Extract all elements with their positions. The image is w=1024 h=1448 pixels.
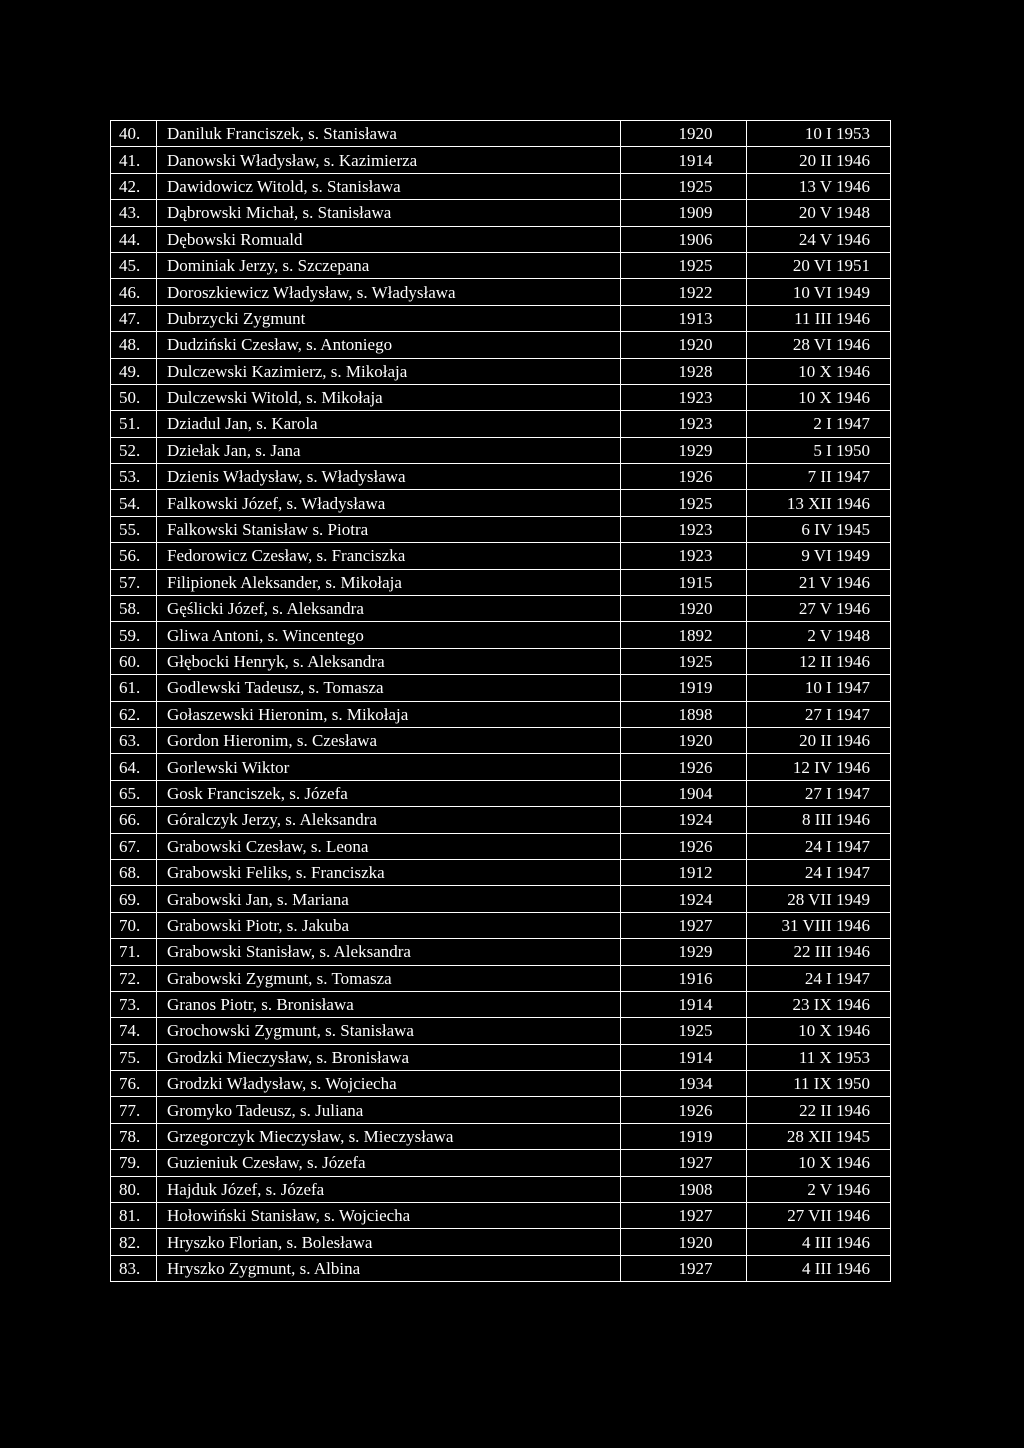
table-row <box>111 1203 891 1229</box>
table-row <box>111 332 891 358</box>
person-name: Grzegorczyk Mieczysław, s. Mieczysława <box>157 1123 621 1149</box>
row-number: 61. <box>111 675 157 701</box>
birth-year: 1925 <box>621 490 747 516</box>
event-date: 4 III 1946 <box>747 1229 891 1255</box>
event-date: 31 VIII 1946 <box>747 912 891 938</box>
person-name: Gordon Hieronim, s. Czesława <box>157 727 621 753</box>
table-row <box>111 648 891 674</box>
person-name: Granos Piotr, s. Bronisława <box>157 991 621 1017</box>
birth-year: 1934 <box>621 1071 747 1097</box>
roster-table <box>110 120 891 1282</box>
event-date: 20 VI 1951 <box>747 252 891 278</box>
birth-year: 1906 <box>621 226 747 252</box>
person-name: Dudziński Czesław, s. Antoniego <box>157 332 621 358</box>
event-date: 23 IX 1946 <box>747 991 891 1017</box>
person-name: Dawidowicz Witold, s. Stanisława <box>157 173 621 199</box>
table-row <box>111 252 891 278</box>
row-number: 69. <box>111 886 157 912</box>
row-number: 40. <box>111 121 157 147</box>
row-number: 68. <box>111 859 157 885</box>
row-number: 78. <box>111 1123 157 1149</box>
table-row <box>111 358 891 384</box>
event-date: 20 V 1948 <box>747 200 891 226</box>
birth-year: 1926 <box>621 464 747 490</box>
birth-year: 1898 <box>621 701 747 727</box>
table-row <box>111 384 891 410</box>
event-date: 10 X 1946 <box>747 1150 891 1176</box>
event-date: 10 VI 1949 <box>747 279 891 305</box>
event-date: 20 II 1946 <box>747 727 891 753</box>
event-date: 9 VI 1949 <box>747 543 891 569</box>
birth-year: 1904 <box>621 780 747 806</box>
person-name: Doroszkiewicz Władysław, s. Władysława <box>157 279 621 305</box>
row-number: 47. <box>111 305 157 331</box>
person-name: Dubrzycki Zygmunt <box>157 305 621 331</box>
row-number: 74. <box>111 1018 157 1044</box>
row-number: 60. <box>111 648 157 674</box>
event-date: 10 X 1946 <box>747 358 891 384</box>
table-row <box>111 886 891 912</box>
table-row <box>111 965 891 991</box>
row-number: 58. <box>111 596 157 622</box>
birth-year: 1914 <box>621 991 747 1017</box>
row-number: 77. <box>111 1097 157 1123</box>
person-name: Grabowski Jan, s. Mariana <box>157 886 621 912</box>
event-date: 21 V 1946 <box>747 569 891 595</box>
person-name: Grabowski Zygmunt, s. Tomasza <box>157 965 621 991</box>
birth-year: 1929 <box>621 939 747 965</box>
birth-year: 1923 <box>621 543 747 569</box>
table-row <box>111 1044 891 1070</box>
row-number: 52. <box>111 437 157 463</box>
person-name: Gęślicki Józef, s. Aleksandra <box>157 596 621 622</box>
person-name: Głębocki Henryk, s. Aleksandra <box>157 648 621 674</box>
birth-year: 1920 <box>621 121 747 147</box>
person-name: Dulczewski Kazimierz, s. Mikołaja <box>157 358 621 384</box>
person-name: Godlewski Tadeusz, s. Tomasza <box>157 675 621 701</box>
table-row <box>111 1150 891 1176</box>
row-number: 70. <box>111 912 157 938</box>
row-number: 71. <box>111 939 157 965</box>
event-date: 28 VII 1949 <box>747 886 891 912</box>
person-name: Grabowski Piotr, s. Jakuba <box>157 912 621 938</box>
row-number: 56. <box>111 543 157 569</box>
table-row <box>111 1018 891 1044</box>
row-number: 49. <box>111 358 157 384</box>
row-number: 73. <box>111 991 157 1017</box>
person-name: Grodzki Władysław, s. Wojciecha <box>157 1071 621 1097</box>
row-number: 48. <box>111 332 157 358</box>
table-row <box>111 1071 891 1097</box>
row-number: 67. <box>111 833 157 859</box>
row-number: 82. <box>111 1229 157 1255</box>
person-name: Gromyko Tadeusz, s. Juliana <box>157 1097 621 1123</box>
row-number: 43. <box>111 200 157 226</box>
person-name: Filipionek Aleksander, s. Mikołaja <box>157 569 621 595</box>
person-name: Dziełak Jan, s. Jana <box>157 437 621 463</box>
birth-year: 1925 <box>621 173 747 199</box>
row-number: 54. <box>111 490 157 516</box>
table-row <box>111 173 891 199</box>
event-date: 24 I 1947 <box>747 859 891 885</box>
event-date: 13 XII 1946 <box>747 490 891 516</box>
event-date: 24 V 1946 <box>747 226 891 252</box>
event-date: 13 V 1946 <box>747 173 891 199</box>
table-row <box>111 622 891 648</box>
person-name: Guzieniuk Czesław, s. Józefa <box>157 1150 621 1176</box>
row-number: 66. <box>111 807 157 833</box>
event-date: 2 V 1946 <box>747 1176 891 1202</box>
event-date: 10 X 1946 <box>747 384 891 410</box>
birth-year: 1920 <box>621 596 747 622</box>
table-row <box>111 1097 891 1123</box>
row-number: 50. <box>111 384 157 410</box>
table-row <box>111 464 891 490</box>
person-name: Hryszko Zygmunt, s. Albina <box>157 1255 621 1281</box>
row-number: 64. <box>111 754 157 780</box>
birth-year: 1928 <box>621 358 747 384</box>
table-row <box>111 912 891 938</box>
row-number: 80. <box>111 1176 157 1202</box>
row-number: 81. <box>111 1203 157 1229</box>
event-date: 6 IV 1945 <box>747 516 891 542</box>
event-date: 27 I 1947 <box>747 701 891 727</box>
birth-year: 1923 <box>621 516 747 542</box>
table-row <box>111 754 891 780</box>
event-date: 20 II 1946 <box>747 147 891 173</box>
person-name: Dziadul Jan, s. Karola <box>157 411 621 437</box>
table-row <box>111 807 891 833</box>
person-name: Hajduk Józef, s. Józefa <box>157 1176 621 1202</box>
event-date: 10 I 1953 <box>747 121 891 147</box>
birth-year: 1925 <box>621 252 747 278</box>
row-number: 75. <box>111 1044 157 1070</box>
person-name: Gliwa Antoni, s. Wincentego <box>157 622 621 648</box>
birth-year: 1926 <box>621 754 747 780</box>
row-number: 72. <box>111 965 157 991</box>
table-row <box>111 147 891 173</box>
person-name: Dzienis Władysław, s. Władysława <box>157 464 621 490</box>
event-date: 12 IV 1946 <box>747 754 891 780</box>
table-row <box>111 939 891 965</box>
row-number: 76. <box>111 1071 157 1097</box>
person-name: Grabowski Stanisław, s. Aleksandra <box>157 939 621 965</box>
table-row <box>111 200 891 226</box>
table-row <box>111 543 891 569</box>
birth-year: 1920 <box>621 332 747 358</box>
event-date: 28 XII 1945 <box>747 1123 891 1149</box>
birth-year: 1908 <box>621 1176 747 1202</box>
table-row <box>111 780 891 806</box>
event-date: 24 I 1947 <box>747 833 891 859</box>
birth-year: 1919 <box>621 1123 747 1149</box>
row-number: 65. <box>111 780 157 806</box>
roster-body <box>111 121 891 1282</box>
birth-year: 1922 <box>621 279 747 305</box>
birth-year: 1916 <box>621 965 747 991</box>
event-date: 11 X 1953 <box>747 1044 891 1070</box>
person-name: Hołowiński Stanisław, s. Wojciecha <box>157 1203 621 1229</box>
row-number: 62. <box>111 701 157 727</box>
event-date: 22 II 1946 <box>747 1097 891 1123</box>
person-name: Gorlewski Wiktor <box>157 754 621 780</box>
birth-year: 1914 <box>621 1044 747 1070</box>
person-name: Falkowski Józef, s. Władysława <box>157 490 621 516</box>
event-date: 27 VII 1946 <box>747 1203 891 1229</box>
event-date: 10 I 1947 <box>747 675 891 701</box>
table-row <box>111 226 891 252</box>
event-date: 27 I 1947 <box>747 780 891 806</box>
birth-year: 1920 <box>621 727 747 753</box>
row-number: 63. <box>111 727 157 753</box>
row-number: 53. <box>111 464 157 490</box>
table-row <box>111 833 891 859</box>
row-number: 46. <box>111 279 157 305</box>
table-row <box>111 490 891 516</box>
table-row <box>111 305 891 331</box>
birth-year: 1919 <box>621 675 747 701</box>
table-row <box>111 1123 891 1149</box>
table-row <box>111 675 891 701</box>
birth-year: 1923 <box>621 384 747 410</box>
person-name: Danowski Władysław, s. Kazimierza <box>157 147 621 173</box>
table-row <box>111 859 891 885</box>
event-date: 7 II 1947 <box>747 464 891 490</box>
table-row <box>111 411 891 437</box>
table-row <box>111 1229 891 1255</box>
birth-year: 1924 <box>621 807 747 833</box>
birth-year: 1925 <box>621 1018 747 1044</box>
row-number: 59. <box>111 622 157 648</box>
person-name: Grabowski Feliks, s. Franciszka <box>157 859 621 885</box>
birth-year: 1929 <box>621 437 747 463</box>
event-date: 24 I 1947 <box>747 965 891 991</box>
row-number: 44. <box>111 226 157 252</box>
birth-year: 1913 <box>621 305 747 331</box>
birth-year: 1909 <box>621 200 747 226</box>
row-number: 79. <box>111 1150 157 1176</box>
event-date: 27 V 1946 <box>747 596 891 622</box>
table-row <box>111 569 891 595</box>
table-row <box>111 437 891 463</box>
table-row <box>111 727 891 753</box>
table-row <box>111 1176 891 1202</box>
event-date: 11 IX 1950 <box>747 1071 891 1097</box>
table-row <box>111 1255 891 1281</box>
birth-year: 1920 <box>621 1229 747 1255</box>
row-number: 41. <box>111 147 157 173</box>
event-date: 8 III 1946 <box>747 807 891 833</box>
table-row <box>111 516 891 542</box>
birth-year: 1892 <box>621 622 747 648</box>
event-date: 22 III 1946 <box>747 939 891 965</box>
event-date: 10 X 1946 <box>747 1018 891 1044</box>
birth-year: 1926 <box>621 1097 747 1123</box>
row-number: 45. <box>111 252 157 278</box>
birth-year: 1915 <box>621 569 747 595</box>
table-row <box>111 121 891 147</box>
person-name: Grochowski Zygmunt, s. Stanisława <box>157 1018 621 1044</box>
event-date: 2 I 1947 <box>747 411 891 437</box>
event-date: 2 V 1948 <box>747 622 891 648</box>
birth-year: 1914 <box>621 147 747 173</box>
row-number: 51. <box>111 411 157 437</box>
birth-year: 1925 <box>621 648 747 674</box>
row-number: 55. <box>111 516 157 542</box>
birth-year: 1927 <box>621 1255 747 1281</box>
birth-year: 1923 <box>621 411 747 437</box>
table-row <box>111 279 891 305</box>
event-date: 28 VI 1946 <box>747 332 891 358</box>
event-date: 12 II 1946 <box>747 648 891 674</box>
person-name: Hryszko Florian, s. Bolesława <box>157 1229 621 1255</box>
row-number: 57. <box>111 569 157 595</box>
table-row <box>111 701 891 727</box>
person-name: Grabowski Czesław, s. Leona <box>157 833 621 859</box>
person-name: Daniluk Franciszek, s. Stanisława <box>157 121 621 147</box>
birth-year: 1924 <box>621 886 747 912</box>
person-name: Dominiak Jerzy, s. Szczepana <box>157 252 621 278</box>
birth-year: 1927 <box>621 1150 747 1176</box>
event-date: 4 III 1946 <box>747 1255 891 1281</box>
birth-year: 1912 <box>621 859 747 885</box>
person-name: Góralczyk Jerzy, s. Aleksandra <box>157 807 621 833</box>
person-name: Fedorowicz Czesław, s. Franciszka <box>157 543 621 569</box>
person-name: Gosk Franciszek, s. Józefa <box>157 780 621 806</box>
event-date: 5 I 1950 <box>747 437 891 463</box>
table-row <box>111 991 891 1017</box>
birth-year: 1926 <box>621 833 747 859</box>
person-name: Gołaszewski Hieronim, s. Mikołaja <box>157 701 621 727</box>
person-name: Grodzki Mieczysław, s. Bronisława <box>157 1044 621 1070</box>
table-row <box>111 596 891 622</box>
birth-year: 1927 <box>621 912 747 938</box>
person-name: Dębowski Romuald <box>157 226 621 252</box>
person-name: Dulczewski Witold, s. Mikołaja <box>157 384 621 410</box>
row-number: 42. <box>111 173 157 199</box>
birth-year: 1927 <box>621 1203 747 1229</box>
row-number: 83. <box>111 1255 157 1281</box>
person-name: Dąbrowski Michał, s. Stanisława <box>157 200 621 226</box>
person-name: Falkowski Stanisław s. Piotra <box>157 516 621 542</box>
event-date: 11 III 1946 <box>747 305 891 331</box>
